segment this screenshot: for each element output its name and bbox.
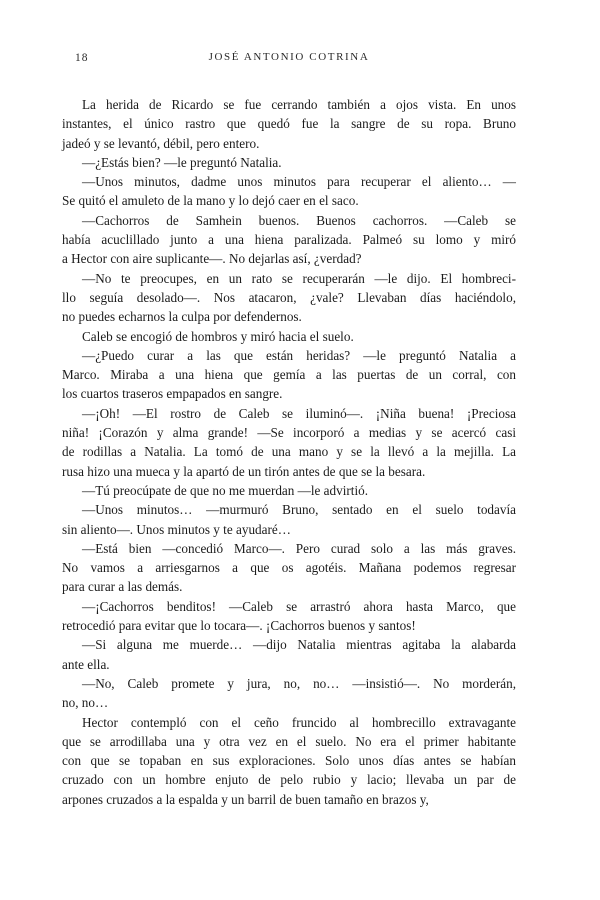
text-line: —Si alguna me muerde… —dijo Natalia mientras agitaba la alabarda	[82, 637, 516, 653]
text-line: cruzado con un hombre enjuto de pelo rubio y lacio; llevaba un par de	[62, 772, 516, 788]
paragraph	[62, 346, 516, 404]
text-line: retrocedió para evitar que lo tocara—. ¡Cachorros buenos y santos!	[62, 618, 416, 634]
text-line: —Unos minutos… —murmuró Bruno, sentado en el suelo todavía	[82, 502, 516, 518]
paragraph	[62, 211, 516, 269]
text-line: ante ella.	[62, 656, 110, 672]
paragraph	[62, 481, 516, 500]
text-line: Marco. Miraba a una hiena que gemía a las puertas de un corral, con	[62, 367, 516, 383]
text-line: —¿Estás bien? —le preguntó Natalia.	[82, 154, 282, 170]
text-line: —¡Cachorros benditos! —Caleb se arrastró ahora hasta Marco, que	[82, 598, 516, 614]
text-line: —¿Puedo curar a las que están heridas? —le preguntó Natalia a	[82, 347, 516, 363]
text-line: los cuartos traseros empapados en sangre.	[62, 386, 283, 402]
text-line: —Unos minutos, dadme unos minutos para recuperar el aliento… —	[82, 174, 516, 190]
text-line: —Cachorros de Samhein buenos. Buenos cachorros. —Caleb se	[82, 212, 516, 228]
text-line: sin aliento—. Unos minutos y te ayudaré…	[62, 521, 291, 537]
text-line: —Está bien —concedió Marco—. Pero curad solo a las más graves.	[82, 540, 516, 556]
paragraph	[62, 635, 516, 674]
text-line: no, no…	[62, 695, 109, 711]
paragraph	[62, 713, 516, 809]
text-line: Hector contempló con el ceño fruncido al hombrecillo extravagante	[82, 714, 516, 730]
paragraph	[62, 95, 516, 153]
running-title: JOSÉ ANTONIO COTRINA	[208, 51, 370, 63]
text-line: para curar a las demás.	[62, 579, 183, 595]
text-line: jadeó y se levantó, débil, pero entero.	[62, 135, 260, 151]
text-line: rusa hizo una mueca y la apartó de un tirón antes de que se la besara.	[62, 463, 426, 479]
paragraph	[62, 674, 516, 713]
page-number: 18	[75, 52, 89, 64]
text-line: llo seguía desolado—. Nos atacaron, ¿vale? Llevaban días haciéndolo,	[62, 289, 516, 305]
text-line: que se arrodillaba una y otra vez en el suelo. No era el primer habitante	[62, 733, 516, 749]
text-line: No vamos a arriesgarnos a que os agotéis. Mañana podemos regresar	[62, 560, 516, 576]
body-text	[62, 95, 516, 809]
paragraph	[62, 404, 516, 481]
text-line: —Tú preocúpate de que no me muerdan —le advirtió.	[82, 482, 368, 498]
text-line: —No, Caleb promete y jura, no, no… —insistió—. No morderán,	[82, 675, 516, 691]
paragraph	[62, 327, 516, 346]
text-line: —¡Oh! —El rostro de Caleb se iluminó—. ¡Niña buena! ¡Preciosa	[82, 405, 516, 421]
text-line: instantes, el único rastro que quedó fue la sangre de su ropa. Bruno	[62, 116, 516, 132]
page-header	[62, 50, 516, 66]
text-line: —No te preocupes, en un rato se recuperarán —le dijo. El hombreci-	[82, 270, 516, 286]
text-line: Caleb se encogió de hombros y miró hacia el suelo.	[82, 328, 354, 344]
text-line: Se quitó el amuleto de la mano y lo dejó caer en el saco.	[62, 193, 359, 209]
paragraph	[62, 539, 516, 597]
text-line: de rodillas a Natalia. La tomó de una mano y se la llevó a la mejilla. La	[62, 444, 516, 460]
text-line: La herida de Ricardo se fue cerrando también a ojos vista. En unos	[82, 97, 516, 112]
paragraph	[62, 172, 516, 211]
paragraph	[62, 153, 516, 172]
text-line: arpones cruzados a la espalda y un barril de buen tamaño en brazos y,	[62, 791, 429, 807]
text-line: niña! ¡Corazón y alma grande! —Se incorporó a medias y se acercó casi	[62, 425, 516, 441]
paragraph	[62, 269, 516, 327]
text-line: no puedes echarnos la culpa por defendernos.	[62, 309, 302, 325]
paragraph	[62, 597, 516, 636]
text-line: a Hector con aire suplicante—. No dejarlas así, ¿verdad?	[62, 251, 362, 267]
paragraph	[62, 500, 516, 539]
text-line: había acuclillado junto a una hiena paralizada. Palmeó su lomo y miró	[62, 232, 516, 248]
text-line: con que se topaban en sus exploraciones. Solo unos días antes se habían	[62, 753, 516, 769]
